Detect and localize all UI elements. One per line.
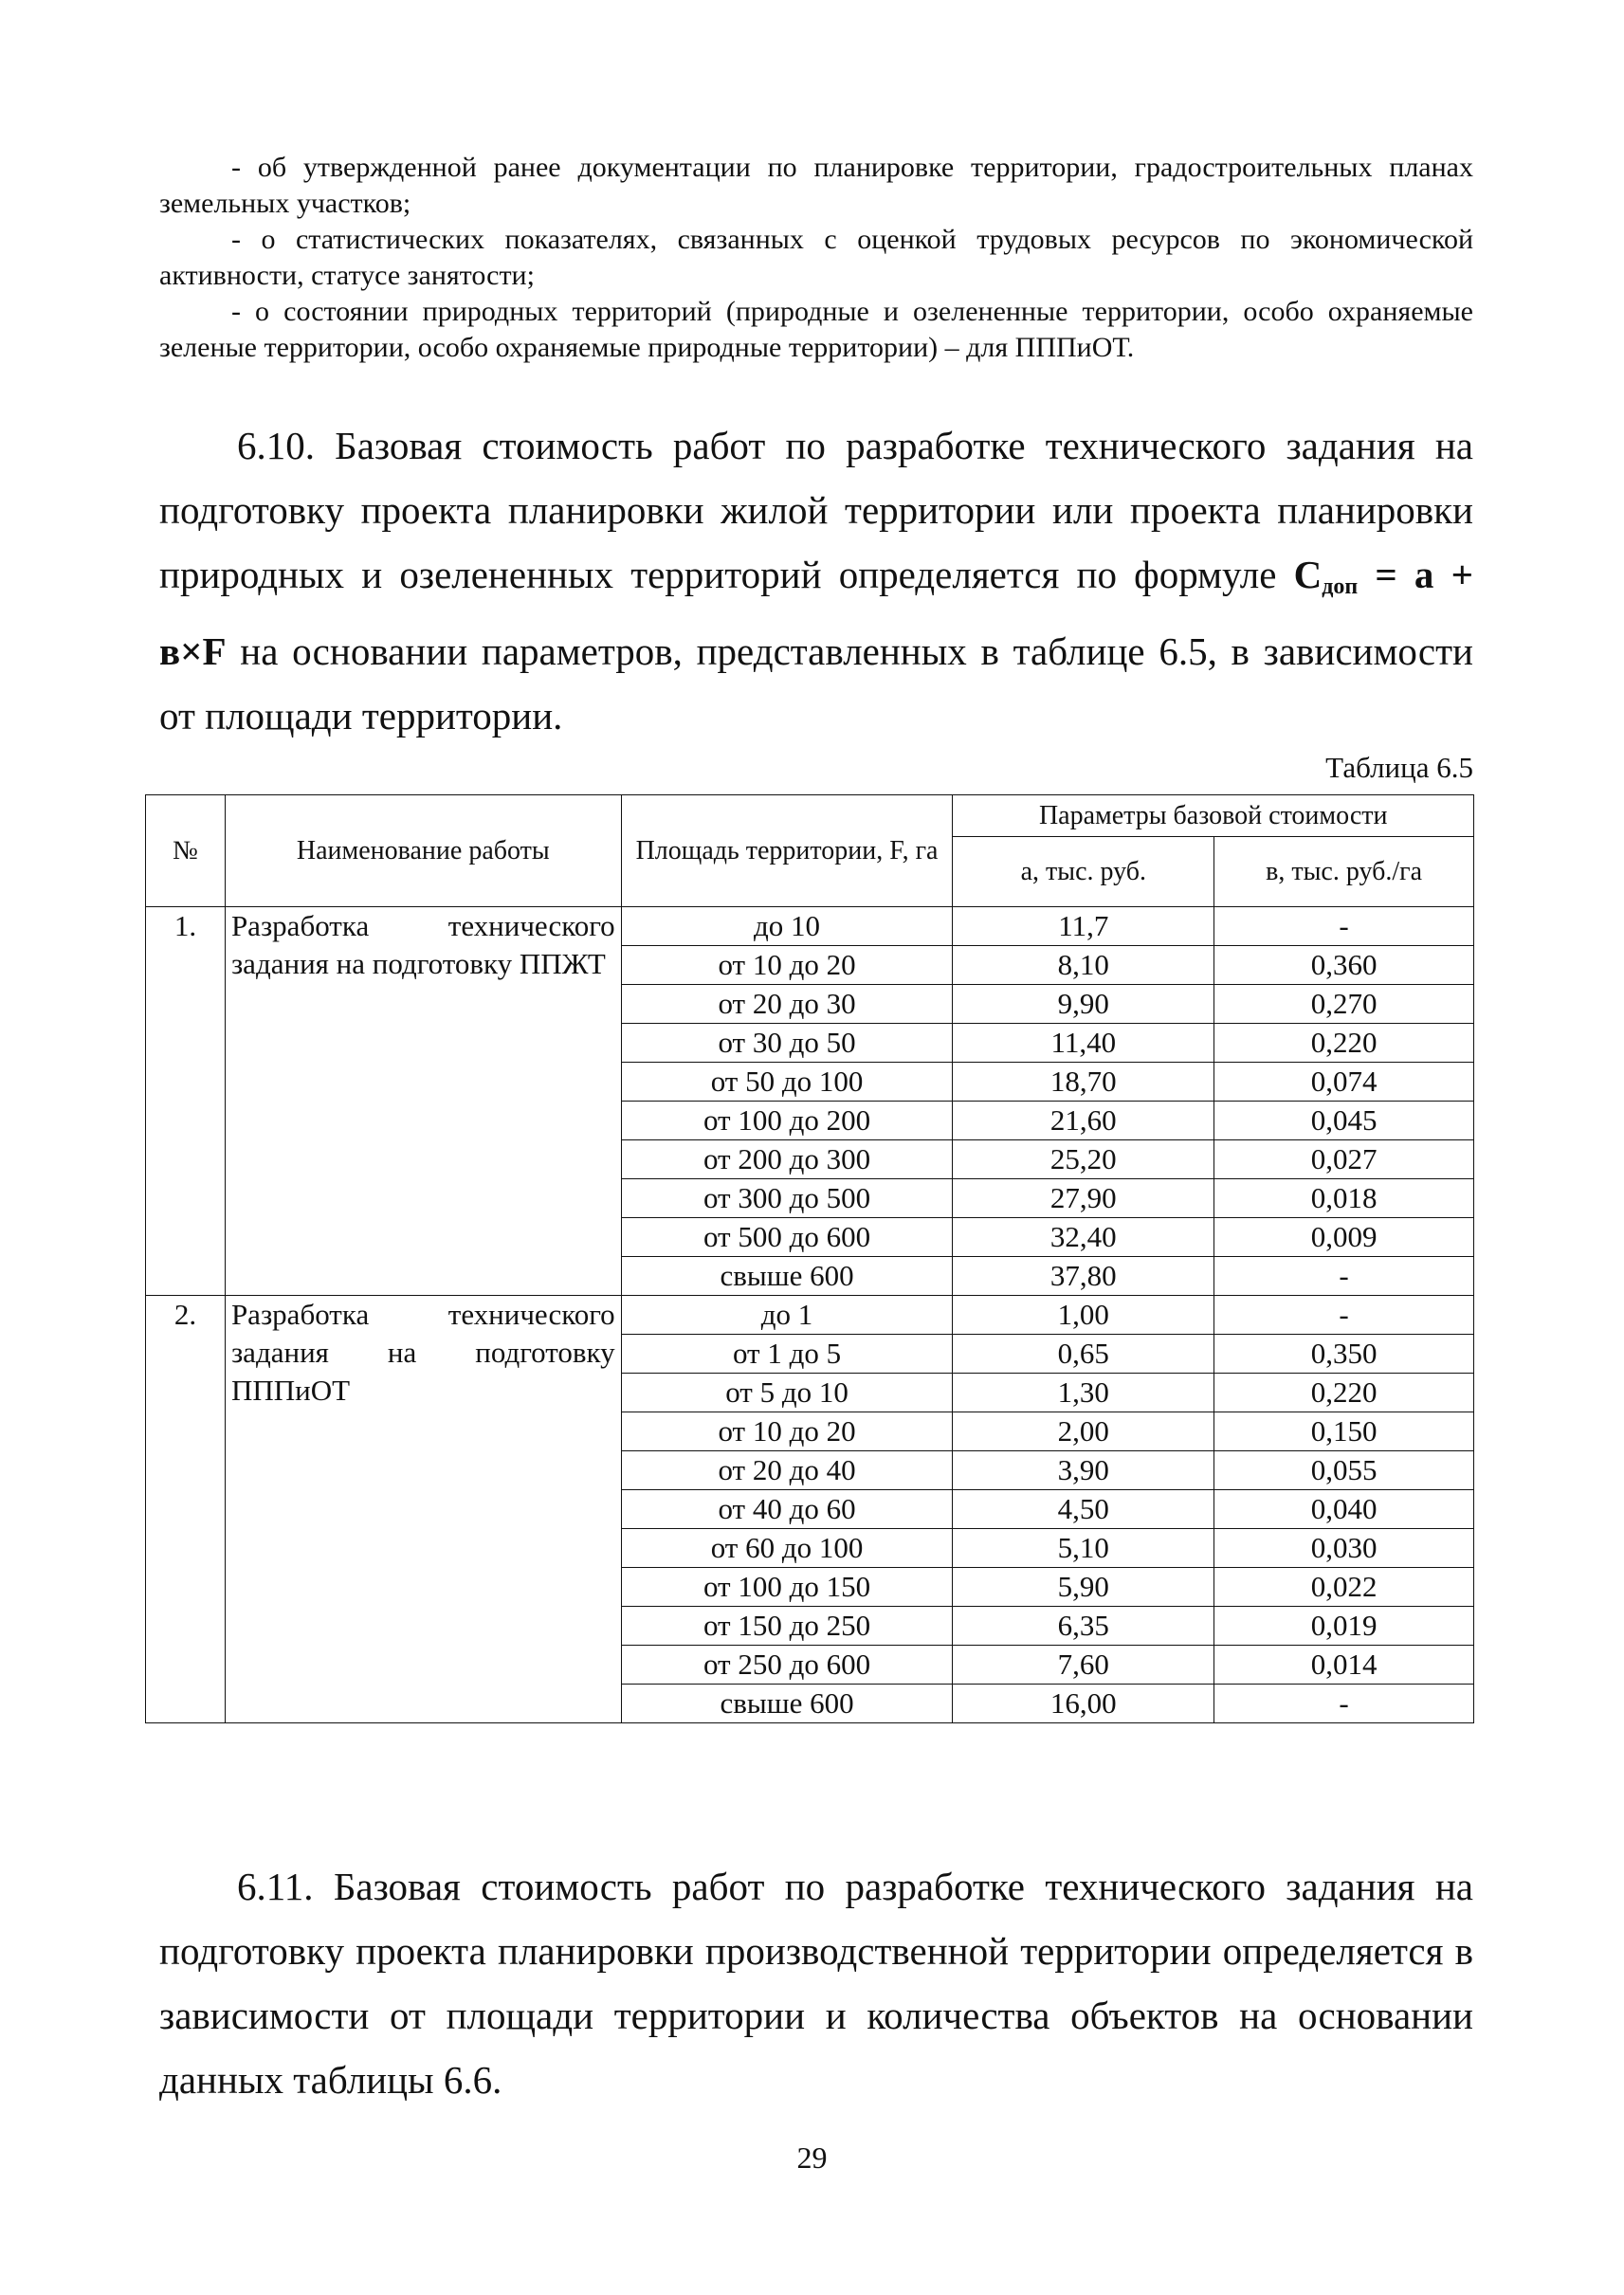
cell-area: до 10 xyxy=(621,907,953,946)
cell-area: от 5 до 10 xyxy=(621,1374,953,1412)
cell-a: 25,20 xyxy=(953,1140,1214,1179)
cell-a: 16,00 xyxy=(953,1685,1214,1723)
cell-b: 0,074 xyxy=(1214,1063,1474,1102)
cell-area: от 20 до 30 xyxy=(621,985,953,1024)
cell-a: 3,90 xyxy=(953,1451,1214,1490)
cell-area: от 500 до 600 xyxy=(621,1218,953,1257)
header-no: № xyxy=(146,795,226,907)
cell-b: - xyxy=(1214,907,1474,946)
cell-b: - xyxy=(1214,1296,1474,1335)
cell-b: 0,270 xyxy=(1214,985,1474,1024)
bullet-item: - о состоянии природных территорий (природные и озелененные территории, особо охраняемые зеленые территории, особо охраняемые природные территории) – для ПППиОТ. xyxy=(159,296,1473,363)
cell-area: от 1 до 5 xyxy=(621,1335,953,1374)
cell-area: от 60 до 100 xyxy=(621,1529,953,1568)
cell-a: 6,35 xyxy=(953,1607,1214,1646)
formula: $С_{доп} = а + в\times F$ xyxy=(159,553,1473,673)
cell-a: 5,90 xyxy=(953,1568,1214,1607)
formula-subscript: доп xyxy=(1322,574,1359,599)
table-caption: Таблица 6.5 xyxy=(1325,751,1473,784)
header-b: в, тыс. руб./га xyxy=(1214,837,1474,907)
paragraph-6-11: 6.11. Базовая стоимость работ по разработке технического задания на подготовку проекта планировки производственной территории определяется в зависимости от площади территории и количества объектов на основании данных таблицы 6.6. xyxy=(159,1865,1473,2102)
table-row xyxy=(146,907,1474,946)
cost-parameters-table xyxy=(145,794,1474,1723)
cell-area: от 100 до 150 xyxy=(621,1568,953,1607)
cell-area: от 100 до 200 xyxy=(621,1102,953,1140)
cell-b: 0,045 xyxy=(1214,1102,1474,1140)
cell-b: 0,040 xyxy=(1214,1490,1474,1529)
work-name: Разработка технического задания на подготовку ПППиОТ xyxy=(225,1296,621,1723)
cell-area: от 10 до 20 xyxy=(621,1412,953,1451)
cell-area: от 200 до 300 xyxy=(621,1140,953,1179)
cell-b: 0,055 xyxy=(1214,1451,1474,1490)
cell-area: свыше 600 xyxy=(621,1685,953,1723)
cell-a: 0,65 xyxy=(953,1335,1214,1374)
cell-b: 0,220 xyxy=(1214,1024,1474,1063)
header-name: Наименование работы xyxy=(225,795,621,907)
cell-area: от 30 до 50 xyxy=(621,1024,953,1063)
cell-a: 7,60 xyxy=(953,1646,1214,1685)
cell-a: 9,90 xyxy=(953,985,1214,1024)
cell-b: 0,009 xyxy=(1214,1218,1474,1257)
cell-a: 27,90 xyxy=(953,1179,1214,1218)
page-number: 29 xyxy=(796,2140,828,2175)
cell-b: 0,350 xyxy=(1214,1335,1474,1374)
cell-a: 4,50 xyxy=(953,1490,1214,1529)
paragraph-6-10-text-end: на основании параметров, представленных в таблице 6.5, в зависимости от площади территории. xyxy=(159,629,1473,738)
cell-area: от 40 до 60 xyxy=(621,1490,953,1529)
cell-a: 1,30 xyxy=(953,1374,1214,1412)
cell-a: 11,7 xyxy=(953,907,1214,946)
cell-area: свыше 600 xyxy=(621,1257,953,1296)
cell-b: 0,018 xyxy=(1214,1179,1474,1218)
cell-a: 32,40 xyxy=(953,1218,1214,1257)
table-row xyxy=(146,1296,1474,1335)
cell-area: от 10 до 20 xyxy=(621,946,953,985)
cell-a: 37,80 xyxy=(953,1257,1214,1296)
cell-a: 8,10 xyxy=(953,946,1214,985)
cell-b: 0,019 xyxy=(1214,1607,1474,1646)
row-number: 1. xyxy=(146,907,226,1296)
cell-a: 1,00 xyxy=(953,1296,1214,1335)
cell-b: - xyxy=(1214,1685,1474,1723)
paragraph-6-10 xyxy=(159,413,1473,748)
table-body xyxy=(146,907,1474,1723)
cell-area: от 300 до 500 xyxy=(621,1179,953,1218)
header-a: а, тыс. руб. xyxy=(953,837,1214,907)
paragraph-6-10-text: 6.10. Базовая стоимость работ по разработке технического задания на подготовку проекта планировки жилой территории или проекта планировки природных и озелененных территорий определяется по формуле xyxy=(159,424,1473,596)
cell-area: от 50 до 100 xyxy=(621,1063,953,1102)
cell-a: 21,60 xyxy=(953,1102,1214,1140)
bullet-item: - о статистических показателях, связанных с оценкой трудовых ресурсов по экономической активности, статусе занятости; xyxy=(159,224,1473,291)
cell-area: от 250 до 600 xyxy=(621,1646,953,1685)
cell-b: 0,030 xyxy=(1214,1529,1474,1568)
bullet-item: - об утвержденной ранее документации по планировке территории, градостроительных планах земельных участков; xyxy=(159,152,1473,219)
cell-a: 18,70 xyxy=(953,1063,1214,1102)
cell-b: 0,220 xyxy=(1214,1374,1474,1412)
cell-a: 11,40 xyxy=(953,1024,1214,1063)
cell-area: от 150 до 250 xyxy=(621,1607,953,1646)
cell-area: от 20 до 40 xyxy=(621,1451,953,1490)
header-params: Параметры базовой стоимости xyxy=(953,795,1474,837)
cell-a: 5,10 xyxy=(953,1529,1214,1568)
cell-b: - xyxy=(1214,1257,1474,1296)
row-number: 2. xyxy=(146,1296,226,1723)
cell-b: 0,027 xyxy=(1214,1140,1474,1179)
bullet-list xyxy=(159,150,1473,366)
cell-b: 0,360 xyxy=(1214,946,1474,985)
cell-b: 0,014 xyxy=(1214,1646,1474,1685)
cell-area: до 1 xyxy=(621,1296,953,1335)
cell-b: 0,022 xyxy=(1214,1568,1474,1607)
work-name: Разработка технического задания на подготовку ППЖТ xyxy=(225,907,621,1296)
cell-a: 2,00 xyxy=(953,1412,1214,1451)
header-area: Площадь территории, F, га xyxy=(621,795,953,907)
cell-b: 0,150 xyxy=(1214,1412,1474,1451)
